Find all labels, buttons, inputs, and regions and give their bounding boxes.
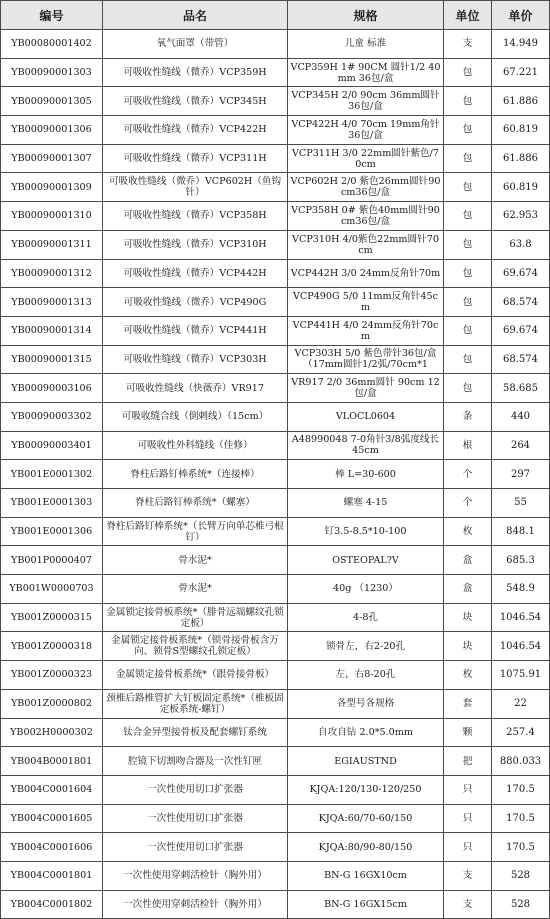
cell-spec: 左，右8-20孔 — [288, 661, 444, 690]
cell-price: 170.5 — [492, 804, 550, 833]
cell-price: 685.3 — [492, 546, 550, 575]
cell-price: 257.4 — [492, 718, 550, 747]
table-row — [1, 747, 550, 776]
cell-unit: 包 — [444, 316, 492, 345]
cell-spec: VCP303H 5/0 紫色带针36包/盒（17mm圆针1/2弧/70cm*1 — [288, 345, 444, 374]
cell-price: 440 — [492, 402, 550, 431]
cell-spec: VCP310H 4/0紫色22mm圆针70cm — [288, 230, 444, 259]
table-row — [1, 661, 550, 690]
cell-unit: 枚 — [444, 517, 492, 546]
cell-price: 1046.54 — [492, 632, 550, 661]
cell-spec: 4-8孔 — [288, 603, 444, 632]
cell-unit: 支 — [444, 861, 492, 890]
cell-unit: 支 — [444, 890, 492, 919]
header-code: 编号 — [1, 1, 103, 30]
cell-unit: 包 — [444, 116, 492, 145]
cell-spec: 棒 L=30-600 — [288, 460, 444, 489]
cell-spec: VCP441H 4/0 24mm反角针70cm — [288, 316, 444, 345]
cell-code: YB004B0001801 — [1, 747, 103, 776]
cell-name: 钛合金异型接骨板及配套螺钉系统 — [103, 718, 288, 747]
cell-price: 14.949 — [492, 30, 550, 59]
cell-code: YB001P0000407 — [1, 546, 103, 575]
table-row — [1, 603, 550, 632]
cell-code: YB004C0001801 — [1, 861, 103, 890]
cell-code: YB00090001306 — [1, 116, 103, 145]
cell-name: 一次性使用切口扩张器 — [103, 804, 288, 833]
cell-price: 61.886 — [492, 144, 550, 173]
cell-price: 880.033 — [492, 747, 550, 776]
cell-spec: VR917 2/0 36mm圆针 90cm 12包/盒 — [288, 374, 444, 403]
cell-spec: VCP602H 2/0 紫色26mm圆针90cm36包/盒 — [288, 173, 444, 202]
cell-name: 一次性使用切口扩张器 — [103, 833, 288, 862]
table-row — [1, 144, 550, 173]
header-price: 单价 — [492, 1, 550, 30]
cell-code: YB00090001313 — [1, 288, 103, 317]
cell-code: YB001Z0000802 — [1, 689, 103, 718]
cell-code: YB004C0001606 — [1, 833, 103, 862]
cell-code: YB004C0001604 — [1, 775, 103, 804]
cell-spec: OSTEOPAL?V — [288, 546, 444, 575]
table-row — [1, 345, 550, 374]
cell-name: 颈椎后路椎管扩大钉板固定系统*（椎板固定板系统-螺钉） — [103, 689, 288, 718]
table-row — [1, 87, 550, 116]
cell-code: YB001Z0000315 — [1, 603, 103, 632]
cell-spec: KJQA:80/90-80/150 — [288, 833, 444, 862]
cell-price: 264 — [492, 431, 550, 460]
table-row — [1, 230, 550, 259]
cell-unit: 包 — [444, 58, 492, 87]
cell-code: YB00090001315 — [1, 345, 103, 374]
cell-name: 可吸收性缝线（微乔）VCP358H — [103, 202, 288, 231]
cell-unit: 支 — [444, 30, 492, 59]
cell-name: 氧气面罩（带管） — [103, 30, 288, 59]
table-row — [1, 259, 550, 288]
header-unit: 单位 — [444, 1, 492, 30]
cell-price: 55 — [492, 489, 550, 518]
table-row — [1, 374, 550, 403]
cell-unit: 个 — [444, 489, 492, 518]
cell-name: 可吸收性缝线（微乔）VCP422H — [103, 116, 288, 145]
cell-price: 68.574 — [492, 345, 550, 374]
cell-code: YB00090001310 — [1, 202, 103, 231]
cell-name: 可吸收性缝线（微乔）VCP602H（鱼钩针） — [103, 173, 288, 202]
cell-price: 1075.91 — [492, 661, 550, 690]
cell-name: 可吸收性缝线（微乔）VCP442H — [103, 259, 288, 288]
cell-unit: 只 — [444, 804, 492, 833]
cell-name: 一次性使用切口扩张器 — [103, 775, 288, 804]
cell-code: YB00090003302 — [1, 402, 103, 431]
cell-unit: 枚 — [444, 661, 492, 690]
table-row — [1, 489, 550, 518]
cell-unit: 包 — [444, 87, 492, 116]
table-row — [1, 517, 550, 546]
cell-spec: VCP311H 3/0 22mm圆针紫色/70cm — [288, 144, 444, 173]
cell-code: YB00090001311 — [1, 230, 103, 259]
table-row — [1, 861, 550, 890]
cell-spec: VCP490G 5/0 11mm反角针45cm — [288, 288, 444, 317]
table-row — [1, 58, 550, 87]
table-row — [1, 804, 550, 833]
cell-spec: 各型号各规格 — [288, 689, 444, 718]
cell-code: YB00080001402 — [1, 30, 103, 59]
header-spec: 规格 — [288, 1, 444, 30]
cell-price: 58.685 — [492, 374, 550, 403]
cell-price: 170.5 — [492, 833, 550, 862]
header-name: 品名 — [103, 1, 288, 30]
cell-name: 脊柱后路钉棒系统*（长臂万向单芯椎弓根钉） — [103, 517, 288, 546]
cell-spec: VCP358H 0# 紫色40mm圆针90cm36包/盒 — [288, 202, 444, 231]
table-row — [1, 632, 550, 661]
cell-code: YB004C0001605 — [1, 804, 103, 833]
cell-name: 可吸收性缝线（微乔）VCP310H — [103, 230, 288, 259]
cell-unit: 块 — [444, 632, 492, 661]
cell-name: 可吸收性缝线（微乔）VCP303H — [103, 345, 288, 374]
cell-unit: 包 — [444, 144, 492, 173]
cell-price: 60.819 — [492, 116, 550, 145]
cell-price: 63.8 — [492, 230, 550, 259]
table-row — [1, 402, 550, 431]
cell-spec: KJQA:120/130-120/250 — [288, 775, 444, 804]
cell-name: 金属锁定接骨板系统*（跟骨接骨板） — [103, 661, 288, 690]
cell-spec: KJQA:60/70-60/150 — [288, 804, 444, 833]
cell-spec: VLOCL0604 — [288, 402, 444, 431]
cell-spec: VCP422H 4/0 70cm 19mm角针36包/盒 — [288, 116, 444, 145]
cell-unit: 包 — [444, 259, 492, 288]
cell-unit: 盒 — [444, 546, 492, 575]
cell-name: 骨水泥* — [103, 575, 288, 604]
cell-spec: 锁骨左，右2-20孔 — [288, 632, 444, 661]
cell-code: YB001E0001303 — [1, 489, 103, 518]
cell-code: YB00090001307 — [1, 144, 103, 173]
cell-name: 可吸收性缝线（微乔）VCP345H — [103, 87, 288, 116]
cell-price: 69.674 — [492, 316, 550, 345]
cell-spec: 螺塞 4-15 — [288, 489, 444, 518]
cell-unit: 颗 — [444, 718, 492, 747]
cell-code: YB001E0001306 — [1, 517, 103, 546]
cell-unit: 包 — [444, 288, 492, 317]
cell-price: 297 — [492, 460, 550, 489]
cell-name: 可吸收性缝线（快薇乔）VR917 — [103, 374, 288, 403]
cell-code: YB004C0001802 — [1, 890, 103, 919]
table-row — [1, 460, 550, 489]
cell-name: 金属锁定接骨板系统*（腓骨远端螺纹孔锁定板） — [103, 603, 288, 632]
cell-price: 170.5 — [492, 775, 550, 804]
cell-code: YB00090001314 — [1, 316, 103, 345]
cell-price: 67.221 — [492, 58, 550, 87]
table-row — [1, 316, 550, 345]
cell-code: YB002H0000302 — [1, 718, 103, 747]
cell-price: 528 — [492, 890, 550, 919]
cell-unit: 包 — [444, 345, 492, 374]
cell-spec: 儿童 标准 — [288, 30, 444, 59]
cell-code: YB00090001309 — [1, 173, 103, 202]
cell-spec: VCP345H 2/0 90cm 36mm圆针36包/盒 — [288, 87, 444, 116]
cell-code: YB001W0000703 — [1, 575, 103, 604]
cell-price: 548.9 — [492, 575, 550, 604]
cell-price: 528 — [492, 861, 550, 890]
table-row — [1, 575, 550, 604]
cell-price: 62.953 — [492, 202, 550, 231]
cell-spec: 40g （1230） — [288, 575, 444, 604]
cell-price: 68.574 — [492, 288, 550, 317]
table-row — [1, 890, 550, 919]
cell-name: 可吸收缝合线（倒刺线）（15cm） — [103, 402, 288, 431]
table-row — [1, 546, 550, 575]
cell-unit: 只 — [444, 775, 492, 804]
cell-price: 61.886 — [492, 87, 550, 116]
cell-code: YB00090003401 — [1, 431, 103, 460]
table-row — [1, 116, 550, 145]
table-row — [1, 689, 550, 718]
cell-unit: 个 — [444, 460, 492, 489]
table-row — [1, 173, 550, 202]
cell-name: 可吸收性缝线（微乔）VCP311H — [103, 144, 288, 173]
table-row — [1, 833, 550, 862]
header-row — [1, 1, 550, 30]
cell-code: YB00090001312 — [1, 259, 103, 288]
cell-name: 脊柱后路钉棒系统*（连接棒） — [103, 460, 288, 489]
cell-unit: 只 — [444, 833, 492, 862]
table-header — [1, 1, 550, 30]
cell-name: 可吸收性缝线（微乔）VCP441H — [103, 316, 288, 345]
table-row — [1, 202, 550, 231]
cell-name: 可吸收性缝线（微乔）VCP490G — [103, 288, 288, 317]
table-row — [1, 718, 550, 747]
cell-code: YB001Z0000318 — [1, 632, 103, 661]
cell-code: YB00090001305 — [1, 87, 103, 116]
cell-code: YB00090003106 — [1, 374, 103, 403]
cell-unit: 条 — [444, 402, 492, 431]
cell-spec: VCP442H 3/0 24mm反角针70m — [288, 259, 444, 288]
cell-code: YB001Z0000323 — [1, 661, 103, 690]
cell-unit: 根 — [444, 431, 492, 460]
cell-spec: 自攻自钻 2.0*5.0mm — [288, 718, 444, 747]
cell-price: 60.819 — [492, 173, 550, 202]
cell-spec: VCP359H 1# 90CM 圆针1/2 40mm 36包/盒 — [288, 58, 444, 87]
cell-name: 腔镜下切割吻合器及一次性钉匣 — [103, 747, 288, 776]
cell-price: 22 — [492, 689, 550, 718]
cell-name: 金属锁定接骨板系统*（锁骨接骨板含万向、锁骨S型螺纹孔锁定板） — [103, 632, 288, 661]
table-body — [1, 30, 550, 919]
cell-spec: BN-G 16GX10cm — [288, 861, 444, 890]
cell-spec: BN-G 16GX15cm — [288, 890, 444, 919]
cell-code: YB00090001303 — [1, 58, 103, 87]
table-row — [1, 431, 550, 460]
cell-unit: 包 — [444, 374, 492, 403]
cell-name: 可吸收性外科缝线（佳修） — [103, 431, 288, 460]
cell-spec: EGIAUSTND — [288, 747, 444, 776]
cell-name: 一次性使用穿刺活检针（胸外用） — [103, 890, 288, 919]
cell-unit: 包 — [444, 173, 492, 202]
cell-unit: 包 — [444, 230, 492, 259]
cell-unit: 块 — [444, 603, 492, 632]
cell-unit: 包 — [444, 202, 492, 231]
cell-name: 可吸收性缝线（微乔）VCP359H — [103, 58, 288, 87]
table-row — [1, 775, 550, 804]
cell-unit: 把 — [444, 747, 492, 776]
cell-unit: 盒 — [444, 575, 492, 604]
cell-price: 1046.54 — [492, 603, 550, 632]
cell-spec: 钉3.5-8.5*10-100 — [288, 517, 444, 546]
cell-name: 骨水泥* — [103, 546, 288, 575]
cell-price: 69.674 — [492, 259, 550, 288]
cell-spec: A48990048 7-0角针3/8弧度线长45cm — [288, 431, 444, 460]
table-row — [1, 30, 550, 59]
cell-unit: 套 — [444, 689, 492, 718]
cell-code: YB001E0001302 — [1, 460, 103, 489]
cell-price: 848.1 — [492, 517, 550, 546]
cell-name: 一次性使用穿刺活检针（胸外用） — [103, 861, 288, 890]
table-row — [1, 288, 550, 317]
cell-name: 脊柱后路钉棒系统*（螺塞） — [103, 489, 288, 518]
